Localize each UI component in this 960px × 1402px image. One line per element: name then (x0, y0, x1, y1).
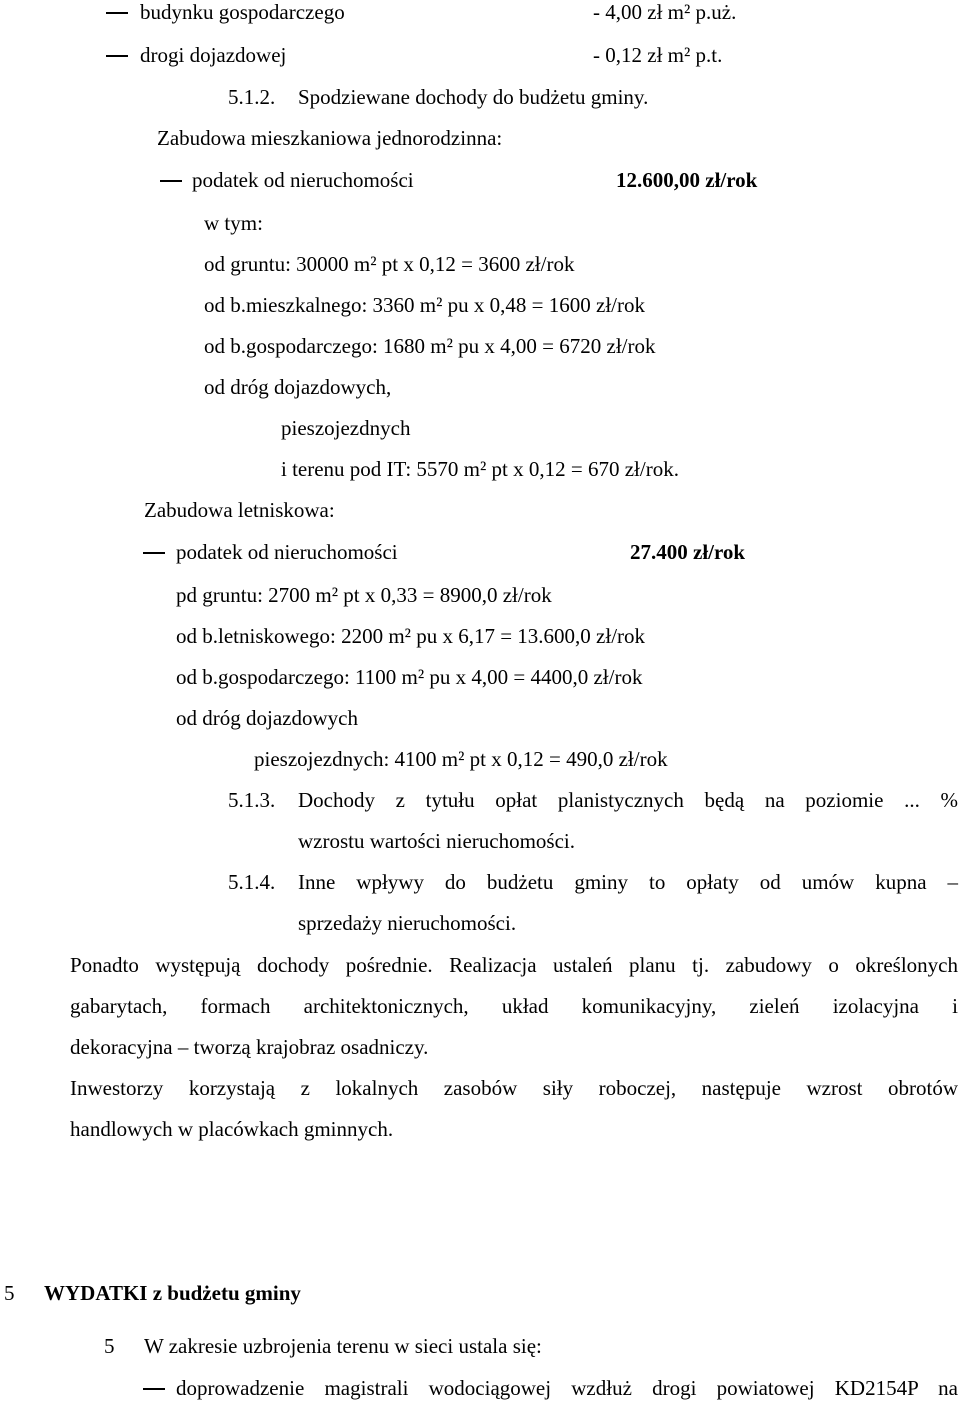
list-item-value: - 4,00 zł m² p.uż. (593, 0, 737, 24)
text-line: sprzedaży nieruchomości. (298, 911, 517, 935)
calc-line: od gruntu: 30000 m² pt x 0,12 = 3600 zł/rok (204, 252, 575, 276)
calc-line: od dróg dojazdowych (176, 706, 358, 730)
calc-line: od b.gospodarczego: 1100 m² pu x 4,00 = 4400,0 zł/rok (176, 665, 643, 689)
calc-line: od b.mieszkalnego: 3360 m² pu x 0,48 = 1600 zł/rok (204, 293, 645, 317)
list-item-name: drogi dojazdowej (140, 43, 287, 67)
section-title: WYDATKI z budżetu gminy (44, 1281, 301, 1305)
paragraph (70, 1076, 958, 1158)
section-title: Spodziewane dochody do budżetu gminy. (298, 85, 649, 109)
text-line: Inwestorzy korzystają z lokalnych zasobów siły roboczej, następuje wzrost obrotów (70, 1076, 958, 1100)
calc-line: od b.gospodarczego: 1680 m² pu x 4,00 = 6720 zł/rok (204, 334, 656, 358)
text-line: Dochody z tytułu opłat planistycznych będą na poziomie ... % (298, 788, 958, 812)
text-line: dekoracyjna – tworzą krajobraz osadniczy. (70, 1035, 429, 1059)
section-text: W zakresie uzbrojenia terenu w sieci ustala się: (144, 1334, 542, 1358)
subheading: Zabudowa letniskowa: (144, 498, 335, 522)
tax-total: 27.400 zł/rok (630, 540, 746, 564)
text-line: Inne wpływy do budżetu gminy to opłaty od umów kupna – (298, 870, 958, 894)
calc-line: od dróg dojazdowych, (204, 375, 392, 399)
list-item-text: doprowadzenie magistrali wodociągowej wzdłuż drogi powiatowej KD2154P na (176, 1376, 958, 1400)
tax-label: podatek od nieruchomości (176, 540, 398, 564)
calc-line: i terenu pod IT: 5570 m² pt x 0,12 = 670 zł/rok. (281, 457, 679, 481)
bullet-dash (106, 12, 128, 14)
calc-line: pieszojezdnych: 4100 m² pt x 0,12 = 490,0 zł/rok (254, 747, 668, 771)
section-number: 5.1.3. (228, 788, 276, 812)
text-line: Ponadto występują dochody pośrednie. Realizacja ustaleń planu tj. zabudowy o określonych (70, 953, 958, 977)
calc-line: pd gruntu: 2700 m² pt x 0,33 = 8900,0 zł/rok (176, 583, 552, 607)
section-number: 5.1.2. (228, 85, 276, 109)
section-number: 5.1.4. (228, 870, 276, 894)
bullet-dash (160, 180, 182, 182)
text-line: handlowych w placówkach gminnych. (70, 1117, 394, 1141)
subheading: Zabudowa mieszkaniowa jednorodzinna: (157, 126, 503, 150)
calc-line: od b.letniskowego: 2200 m² pu x 6,17 = 13.600,0 zł/rok (176, 624, 646, 648)
section-number: 5 (4, 1281, 15, 1305)
in-which-label: w tym: (204, 211, 263, 235)
tax-total: 12.600,00 zł/rok (616, 168, 758, 192)
calc-line: pieszojezdnych (281, 416, 411, 440)
bullet-dash (143, 552, 165, 554)
text-line: wzrostu wartości nieruchomości. (298, 829, 576, 853)
bullet-dash (106, 55, 128, 57)
paragraph (70, 953, 958, 1076)
list-item-name: budynku gospodarczego (140, 0, 345, 24)
list-item-value: - 0,12 zł m² p.t. (593, 43, 723, 67)
section-body (298, 870, 958, 952)
section-number: 5 (104, 1334, 115, 1358)
text-line: gabarytach, formach architektonicznych, układ komunikacyjny, zieleń izolacyjna i (70, 994, 958, 1018)
tax-label: podatek od nieruchomości (192, 168, 414, 192)
section-body (298, 788, 958, 870)
bullet-dash (143, 1388, 165, 1390)
